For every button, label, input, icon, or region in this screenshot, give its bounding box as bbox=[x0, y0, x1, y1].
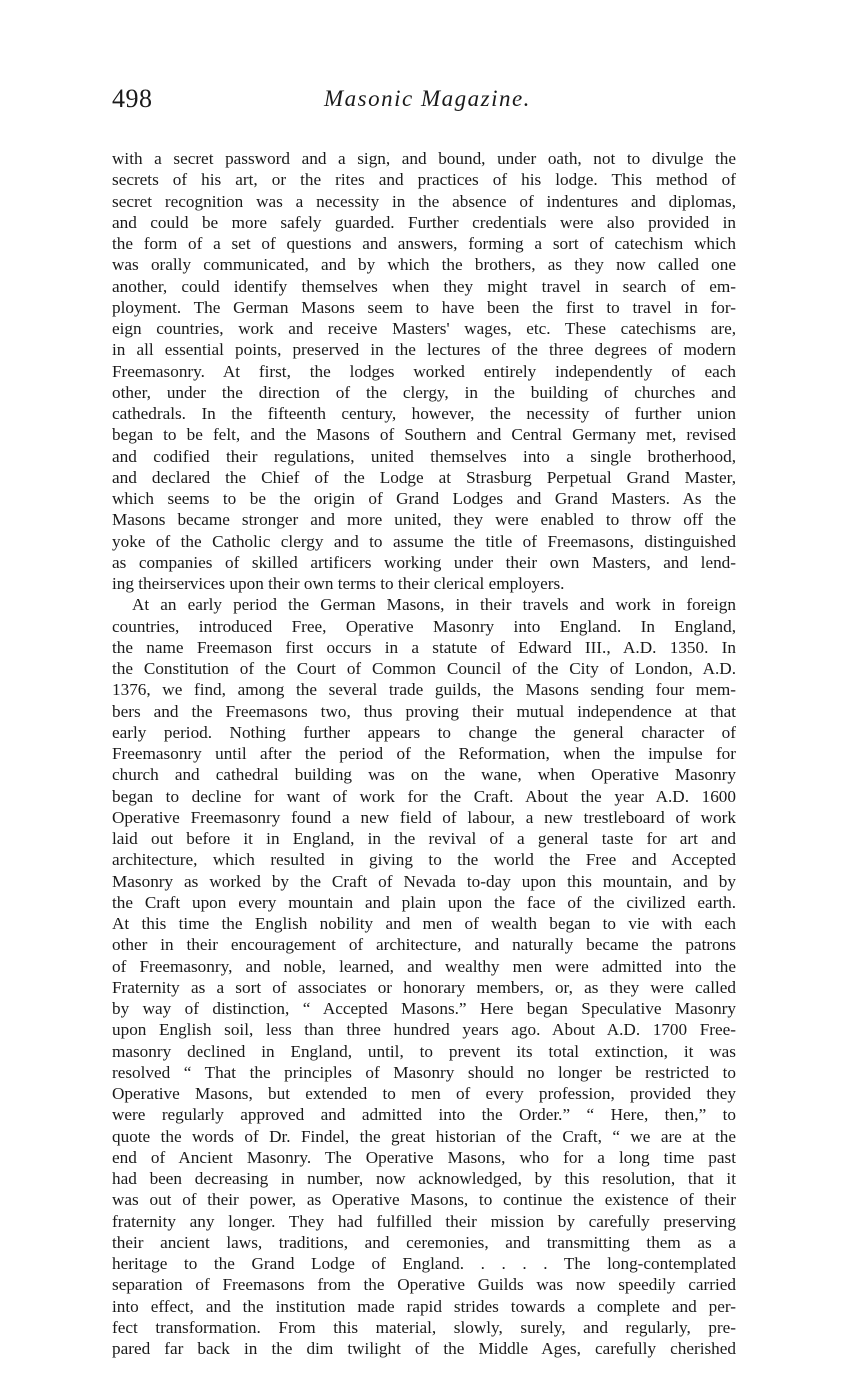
page-number: 498 bbox=[112, 84, 153, 113]
text-line: was orally communicated, and by which the brothers, as they now called one bbox=[112, 255, 736, 275]
text-line: fect transformation. From this material, slowly, surely, and regularly, pre- bbox=[112, 1317, 736, 1337]
text-line: and could be more safely guarded. Further credentials were also provided in bbox=[112, 212, 736, 232]
text-line: with a secret password and a sign, and bound, under oath, not to divulge the bbox=[112, 149, 736, 168]
text-line: yoke of the Catholic clergy and to assume the title of Freemasons, distinguished bbox=[112, 531, 736, 551]
text-line: secrets of his art, or the rites and practices of his lodge. This method of bbox=[112, 170, 736, 190]
text-line: Freemasonry until after the period of the Reformation, when the impulse for bbox=[112, 744, 736, 763]
text-line: heritage to the Grand Lodge of England. . . . . The long-contemplated bbox=[112, 1254, 736, 1273]
text-line: were regularly approved and admitted into the Order.” “ Here, then,” to bbox=[112, 1105, 736, 1125]
body-text bbox=[112, 148, 736, 1359]
text-line: another, could identify themselves when they might travel in search of em- bbox=[112, 276, 736, 296]
text-line: of Freemasonry, and noble, learned, and wealthy men were admitted into the bbox=[112, 956, 736, 976]
text-line: began to be felt, and the Masons of Southern and Central Germany met, revised bbox=[112, 425, 736, 445]
text-line: cathedrals. In the fifteenth century, however, the necessity of further union bbox=[112, 404, 736, 423]
text-line: their ancient laws, traditions, and ceremonies, and transmitting them as a bbox=[112, 1232, 736, 1252]
text-line: the Constitution of the Court of Common Council of the City of London, A.D. bbox=[112, 659, 736, 678]
text-line: Operative Freemasonry found a new field of labour, a new trestleboard of work bbox=[112, 807, 736, 827]
text-line: countries, introduced Free, Operative Masonry into England. In England, bbox=[112, 616, 736, 636]
text-line: early period. Nothing further appears to change the general character of bbox=[112, 722, 736, 742]
text-line: church and cathedral building was on the wane, when Operative Masonry bbox=[112, 765, 736, 785]
text-line: Freemasonry. At first, the lodges worked entirely independently of each bbox=[112, 361, 736, 381]
text-line: end of Ancient Masonry. The Operative Masons, who for a long time past bbox=[112, 1147, 736, 1167]
text-line: eign countries, work and receive Masters' wages, etc. These catechisms are, bbox=[112, 319, 736, 338]
text-line: bers and the Freemasons two, thus proving their mutual independence at that bbox=[112, 701, 736, 721]
text-line: Masonry as worked by the Craft of Nevada to-day upon this mountain, and by bbox=[112, 871, 736, 891]
text-line: separation of Freemasons from the Operative Guilds was now speedily carried bbox=[112, 1275, 736, 1295]
text-line: by way of distinction, “ Accepted Masons.” Here began Speculative Masonry bbox=[112, 999, 736, 1018]
text-line: upon English soil, less than three hundred years ago. About A.D. 1700 Free- bbox=[112, 1020, 736, 1040]
text-line: secret recognition was a necessity in the absence of indentures and diplomas, bbox=[112, 191, 736, 211]
running-title: Masonic Magazine. bbox=[324, 86, 531, 111]
text-line: ing theirservices upon their own terms to their clerical employers. bbox=[112, 574, 565, 593]
text-line: began to decline for want of work for the Craft. About the year A.D. 1600 bbox=[112, 786, 736, 806]
text-line: ployment. The German Masons seem to have been the first to travel in for- bbox=[112, 297, 736, 317]
text-line: the name Freemason first occurs in a statute of Edward III., A.D. 1350. In bbox=[112, 637, 736, 657]
text-line: At an early period the German Masons, in their travels and work in foreign bbox=[132, 595, 736, 615]
text-line: the Craft upon every mountain and plain upon the face of the civilized earth. bbox=[112, 892, 736, 912]
text-line: Masons became stronger and more united, they were enabled to throw off the bbox=[112, 510, 736, 530]
text-line: other, under the direction of the clergy, in the building of churches and bbox=[112, 382, 736, 402]
text-line: had been decreasing in number, now acknowledged, by this resolution, that it bbox=[112, 1169, 736, 1188]
text-line: as companies of skilled artificers working under their own Masters, and lend- bbox=[112, 552, 736, 572]
text-line: quote the words of Dr. Findel, the great historian of the Craft, “ we are at the bbox=[112, 1126, 736, 1146]
text-line: and codified their regulations, united themselves into a single brotherhood, bbox=[112, 446, 736, 466]
text-line: Operative Masons, but extended to men of every profession, provided they bbox=[112, 1084, 736, 1103]
text-line: into effect, and the institution made rapid strides towards a complete and per- bbox=[112, 1296, 736, 1316]
text-line: and declared the Chief of the Lodge at Strasburg Perpetual Grand Master, bbox=[112, 467, 736, 487]
text-line: fraternity any longer. They had fulfilled their mission by carefully preserving bbox=[112, 1211, 736, 1231]
text-line: architecture, which resulted in giving to the world the Free and Accepted bbox=[112, 850, 736, 870]
text-line: other in their encouragement of architecture, and naturally became the patrons bbox=[112, 935, 736, 955]
text-line: At this time the English nobility and men of wealth began to vie with each bbox=[112, 914, 736, 933]
text-line: masonry declined in England, until, to prevent its total extinction, it was bbox=[112, 1041, 736, 1061]
text-line: which seems to be the origin of Grand Lodges and Grand Masters. As the bbox=[112, 489, 736, 508]
text-line: the form of a set of questions and answers, forming a sort of catechism which bbox=[112, 234, 736, 253]
text-line: laid out before it in England, in the revival of a general taste for art and bbox=[112, 829, 736, 848]
text-line: pared far back in the dim twilight of the Middle Ages, carefully cherished bbox=[112, 1339, 736, 1358]
text-line: was out of their power, as Operative Masons, to continue the existence of their bbox=[112, 1190, 736, 1210]
text-line: in all essential points, preserved in the lectures of the three degrees of modern bbox=[112, 340, 736, 360]
page-header bbox=[112, 84, 736, 124]
text-line: resolved “ That the principles of Masonry should no longer be restricted to bbox=[112, 1062, 736, 1082]
text-line: Fraternity as a sort of associates or honorary members, or, as they were called bbox=[112, 977, 736, 997]
text-line: 1376, we find, among the several trade guilds, the Masons sending four mem- bbox=[112, 680, 736, 700]
